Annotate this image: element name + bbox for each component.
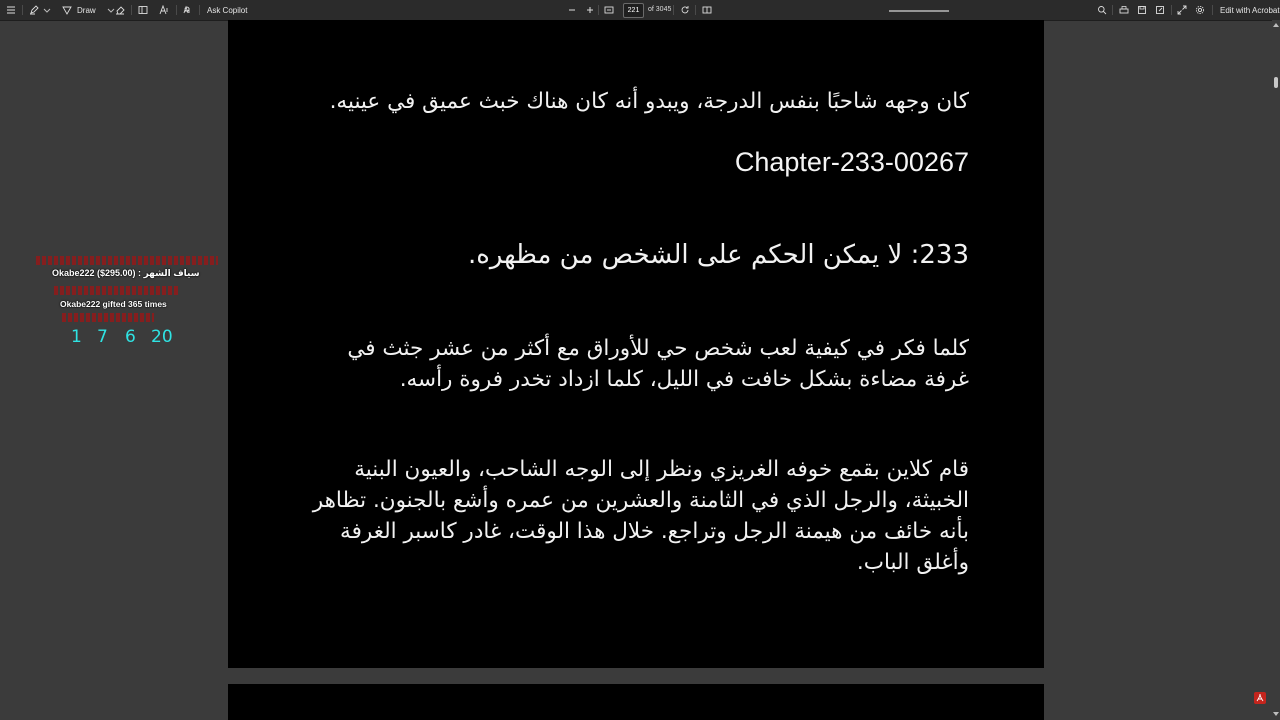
read-aloud-button[interactable] [183,2,193,18]
ask-copilot-label: Ask Copilot [207,5,248,15]
text-format-button[interactable] [159,2,169,18]
chevron-down-icon [42,5,50,15]
pdf-page [228,20,1044,668]
chapter-heading: Chapter-233-00267 [734,147,969,177]
scroll-down-arrow[interactable] [1273,712,1279,716]
draw-icon [62,5,72,15]
paragraph-3: قام كلاين بقمع خوفه الغريزي ونظر إلى الوجه الشاحب، والعيون البنية الخبيثة، والرجل الذي في الثامنة والعشرين من عمره وأشع بالجنون. تظاهر بأنه خائف من هيمنة الرجل وتراجع. خلال هذا الوقت، غادر كاسبر الغرفة وأغلق الباب. [312,457,969,575]
erase-button[interactable] [115,2,125,18]
draw-button[interactable] [62,2,114,18]
eraser-icon [115,5,125,15]
read-aloud-icon [183,5,193,15]
overlay-number: 20 [151,327,173,347]
save-button[interactable] [1137,2,1147,18]
settings-icon [1195,5,1205,15]
zoom-in-button[interactable] [585,2,595,18]
save-icon [1137,5,1147,15]
fit-page-button[interactable] [604,2,614,18]
contents-button[interactable] [6,2,16,18]
rotate-button[interactable] [680,2,690,18]
save-as-button[interactable] [1155,2,1165,18]
paragraph-2: كلما فكر في كيفية لعب شخص حي للأوراق مع أكثر من عشر جثث في غرفة مضاءة بشكل خافت في الليل، كلما ازداد تخدر فروة رأسه. [347,336,969,392]
overlay-red-subtitle [54,286,180,295]
scroll-up-arrow[interactable] [1273,23,1279,27]
highlighter-icon [29,5,39,15]
text-box-button[interactable] [138,2,148,18]
search-button[interactable] [1097,2,1107,18]
expand-button[interactable] [1177,2,1187,18]
fit-page-icon [604,5,614,15]
page-view-icon [702,5,712,15]
chevron-down-icon [106,5,114,15]
print-button[interactable] [1119,2,1129,18]
zoom-in-icon [585,5,595,15]
pdf-next-page [228,684,1044,720]
draw-label: Draw [77,5,96,15]
text-format-icon [159,5,169,15]
overlay-red-banner [36,256,218,265]
list-icon [6,5,16,15]
expand-icon [1177,5,1187,15]
cut-off-text-fragment [889,10,949,22]
zoom-out-icon [567,5,577,15]
search-icon [1097,5,1107,15]
page-number-input[interactable]: 221 [623,3,644,18]
settings-button[interactable] [1195,2,1205,18]
pdf-toolbar [0,0,1280,21]
page-total: of 3045 [648,6,672,13]
save-as-icon [1155,5,1165,15]
highlight-button[interactable] [29,2,50,18]
acrobat-icon[interactable] [1254,691,1266,703]
overlay-number: 1 [71,327,82,347]
vertical-scrollbar[interactable] [1272,20,1280,720]
overlay-gift-count: Okabe222 gifted 365 times [60,299,167,309]
print-icon [1119,5,1129,15]
scrollbar-thumb[interactable] [1274,77,1278,88]
text-box-icon [138,5,148,15]
overlay-number: 6 [125,327,136,347]
overlay-number: 7 [97,327,108,347]
rotate-icon [680,5,690,15]
edit-with-acrobat-button[interactable] [1220,2,1280,18]
overlay-red-counter [62,313,154,322]
chapter-title: 233: لا يمكن الحكم على الشخص من مظهره. [467,240,969,270]
page-view-button[interactable] [702,2,712,18]
edit-with-acrobat-label: Edit with Acrobat [1220,5,1280,15]
overlay-top-supporter: Okabe222 ($295.00) : سياف الشهر [52,268,200,278]
zoom-out-button[interactable] [567,2,577,18]
ask-copilot-button[interactable] [207,2,247,18]
paragraph-1: كان وجهه شاحبًا بنفس الدرجة، ويبدو أنه كان هناك خبث عميق في عينيه. [329,89,969,114]
